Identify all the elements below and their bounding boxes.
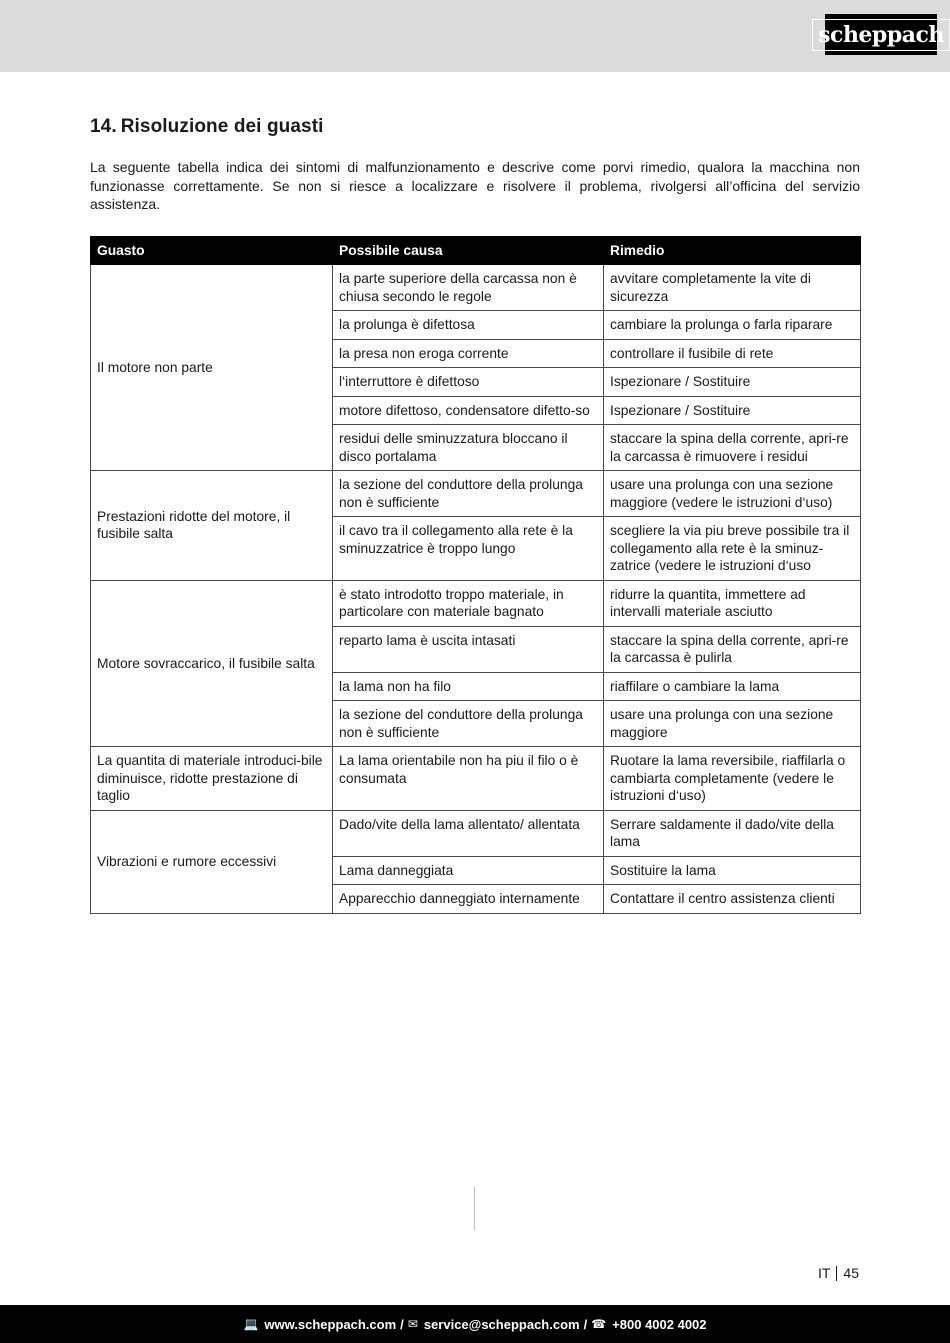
- page-lang: IT: [817, 1265, 831, 1281]
- cell-causa: Lama danneggiata: [333, 856, 604, 885]
- cell-rimedio: Contattare il centro assistenza clienti: [604, 885, 861, 914]
- cell-causa: Apparecchio danneggiato internamente: [333, 885, 604, 914]
- cell-causa: la presa non eroga corrente: [333, 339, 604, 368]
- cell-rimedio: scegliere la via piu breve possibile tra il collegamento alla rete è la sminuz-zatrice (vedere le istruzioni d‘uso: [604, 517, 861, 581]
- footer-phone[interactable]: +800 4002 4002: [612, 1316, 707, 1332]
- page-num-value: 45: [843, 1265, 859, 1281]
- table-header-row: [91, 237, 861, 265]
- header-causa: Possibile causa: [333, 237, 604, 265]
- cell-causa: La lama orientabile non ha piu il filo o è consumata: [333, 747, 604, 811]
- section-number: 14.: [90, 116, 117, 137]
- table-row: [91, 747, 861, 811]
- mail-icon: ✉: [407, 1317, 418, 1331]
- cell-rimedio: Serrare saldamente il dado/vite della lama: [604, 810, 861, 856]
- cell-rimedio: ridurre la quantita, immettere ad intervalli materiale asciutto: [604, 580, 861, 626]
- table-row: [91, 265, 861, 311]
- troubleshooting-table: [90, 236, 861, 914]
- cell-rimedio: Ruotare la lama reversibile, riaffilarla o cambiarta completamente (vedere le istruzioni d‘uso): [604, 747, 861, 811]
- footer-website[interactable]: www.scheppach.com: [264, 1316, 397, 1332]
- cell-causa: il cavo tra il collegamento alla rete è la sminuzzatrice è troppo lungo: [333, 517, 604, 581]
- cell-guasto: La quantita di materiale introduci-bile diminuisce, ridotte prestazione di taglio: [91, 747, 333, 811]
- footer-separator: /: [583, 1316, 588, 1332]
- cell-rimedio: usare una prolunga con una sezione maggiore: [604, 701, 861, 747]
- footer-bar: [0, 1305, 950, 1343]
- cell-rimedio: staccare la spina della corrente, apri-re la carcassa è pulirla: [604, 626, 861, 672]
- table-body: [91, 265, 861, 914]
- cell-rimedio: avvitare completamente la vite di sicurezza: [604, 265, 861, 311]
- cell-causa: la sezione del conduttore della prolunga non è sufficiente: [333, 701, 604, 747]
- cell-rimedio: usare una prolunga con una sezione maggiore (vedere le istruzioni d‘uso): [604, 471, 861, 517]
- section-title-text: Risoluzione dei guasti: [120, 116, 324, 137]
- page-number: [818, 1265, 859, 1281]
- laptop-icon: 💻: [243, 1317, 259, 1331]
- table-row: [91, 580, 861, 626]
- cell-causa: residui delle sminuzzatura bloccano il disco portalama: [333, 425, 604, 471]
- cell-causa: l‘interruttore è difettoso: [333, 368, 604, 397]
- brand-logo: [818, 14, 944, 55]
- cell-causa: la sezione del conduttore della prolunga non è sufficiente: [333, 471, 604, 517]
- table-row: [91, 471, 861, 517]
- cell-rimedio: controllare il fusibile di rete: [604, 339, 861, 368]
- cell-rimedio: Sostituire la lama: [604, 856, 861, 885]
- cell-rimedio: riaffilare o cambiare la lama: [604, 672, 861, 701]
- cell-causa: Dado/vite della lama allentato/ allentata: [333, 810, 604, 856]
- cell-causa: reparto lama è uscita intasati: [333, 626, 604, 672]
- header-bar: [0, 0, 950, 72]
- logo-text: scheppach: [812, 19, 950, 51]
- cell-rimedio: staccare la spina della corrente, apri-re la carcassa è rimuovere i residui: [604, 425, 861, 471]
- cell-guasto: Vibrazioni e rumore eccessivi: [91, 810, 333, 913]
- page-separator: [836, 1266, 837, 1281]
- cell-causa: la parte superiore della carcassa non è chiusa secondo le regole: [333, 265, 604, 311]
- header-rimedio: Rimedio: [604, 237, 861, 265]
- cell-causa: motore difettoso, condensatore difetto-so: [333, 396, 604, 425]
- phone-icon: ☎: [591, 1317, 607, 1331]
- cell-causa: la prolunga è difettosa: [333, 311, 604, 340]
- footer-email[interactable]: service@scheppach.com: [423, 1316, 580, 1332]
- footer-separator: /: [400, 1316, 404, 1332]
- cell-rimedio: cambiare la prolunga o farla riparare: [604, 311, 861, 340]
- table-row: [91, 810, 861, 856]
- cell-rimedio: Ispezionare / Sostituire: [604, 396, 861, 425]
- cell-guasto: Motore sovraccarico, il fusibile salta: [91, 580, 333, 747]
- header-guasto: Guasto: [91, 237, 333, 265]
- cell-causa: è stato introdotto troppo materiale, in particolare con materiale bagnato: [333, 580, 604, 626]
- cell-causa: la lama non ha filo: [333, 672, 604, 701]
- cell-rimedio: Ispezionare / Sostituire: [604, 368, 861, 397]
- fold-line: [474, 1187, 475, 1230]
- section-title: [90, 116, 324, 138]
- cell-guasto: Il motore non parte: [91, 265, 333, 471]
- cell-guasto: Prestazioni ridotte del motore, il fusibile salta: [91, 471, 333, 581]
- intro-paragraph: La seguente tabella indica dei sintomi di malfunzionamento e descrive come porvi rimedio, qualora la macchina non funzionasse correttamente. Se non si riesce a localizzare e risolvere il problema, rivolgersi all’officina del servizio assistenza.: [90, 159, 860, 212]
